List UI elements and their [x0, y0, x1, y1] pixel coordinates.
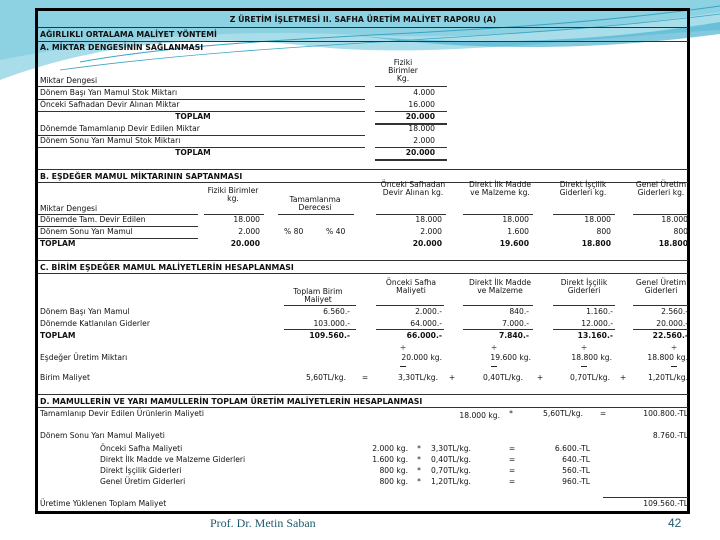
section-c-row-label: Dönem Başı Yarı Mamul [40, 307, 130, 316]
section-c-cell: 20.000.- [656, 319, 688, 328]
fraction-bar [400, 366, 406, 367]
divider [38, 27, 688, 28]
section-b-row-label: Dönem Sonu Yarı Mamul [40, 227, 133, 236]
completed-amount: 100.800.-TL [643, 409, 688, 418]
divider [633, 329, 688, 330]
divide-sign: ÷ [399, 343, 407, 352]
section-c-cell: 64.000.- [410, 319, 442, 328]
divider [278, 214, 354, 215]
unit-cost-cell: 1,20TL/kg. [648, 373, 688, 382]
plus-sign: + [619, 373, 627, 382]
wip-row-rate: 0,70TL/kg. [431, 466, 471, 475]
section-a-col-header: Fiziki Birimler Kg. [388, 58, 418, 83]
total-cost-amount: 109.560.-TL [643, 499, 688, 508]
wip-row-label: Direkt İlk Madde ve Malzeme Giderleri [100, 455, 246, 464]
section-a-row-label: Dönemde Tamamlanıp Devir Edilen Miktar [40, 124, 200, 133]
section-c-header-dilm: Direkt İlk Madde ve Malzeme [468, 278, 532, 295]
wip-row-qty: 2.000 kg. [372, 444, 408, 453]
section-a-row-value: 16.000 [408, 100, 435, 109]
section-b-cell: 18.000 [415, 215, 442, 224]
section-b-header-fiziki: Fiziki Birimler kg. [207, 186, 259, 203]
equiv-cell: 18.800 kg. [647, 353, 688, 362]
section-b-row-label: Dönemde Tam. Devir Edilen [40, 215, 146, 224]
report-title: Z ÜRETİM İŞLETMESİ II. SAFHA ÜRETİM MALİYET RAPORU (A) [229, 15, 497, 24]
section-c-total-cell: 22.560.- [652, 331, 688, 340]
equiv-cell: 19.600 kg. [490, 353, 531, 362]
section-a-total-label: TOPLAM [175, 112, 211, 121]
unit-cost-cell: 0,70TL/kg. [570, 373, 610, 382]
equals-sign: = [508, 455, 516, 464]
multiply-sign: * [417, 444, 421, 453]
completed-qty: 18.000 kg. [459, 411, 500, 420]
wip-row-rate: 1,20TL/kg. [431, 477, 471, 486]
wip-row-qty: 800 kg. [379, 466, 408, 475]
section-b-cell: 800 [596, 227, 611, 236]
divider [38, 41, 688, 42]
section-a-row-value: 18.000 [408, 124, 435, 133]
section-a-heading: A. MİKTAR DENGESİNİN SAĞLANMASI [40, 43, 204, 52]
divide-sign: ÷ [670, 343, 678, 352]
divider [376, 329, 444, 330]
section-b-total-cell: 20.000 [412, 239, 442, 248]
divider [38, 169, 688, 170]
section-a-total-value: 20.000 [405, 148, 435, 157]
divider [375, 159, 447, 161]
section-b-cell: 18.000 [233, 215, 260, 224]
method-title: AĞIRLIKLI ORTALAMA MALİYET YÖNTEMİ [40, 30, 217, 39]
completed-rate: 5,60TL/kg. [543, 409, 583, 418]
section-a-total-value: 20.000 [405, 112, 435, 121]
section-a-total-label: TOPLAM [175, 148, 211, 157]
section-a-row-label: Dönem Sonu Yarı Mamul Stok Miktarı [40, 136, 181, 145]
multiply-sign: * [417, 455, 421, 464]
section-c-cell: 2.000.- [415, 307, 442, 316]
divider [633, 305, 688, 306]
wip-row-amount: 560.-TL [562, 466, 590, 475]
wip-row-label: Direkt İşçilik Giderleri [100, 466, 182, 475]
section-b-header-discilik: Direkt İşçilik Giderleri kg. [559, 180, 607, 197]
section-b-total-cell: 18.800 [658, 239, 688, 248]
section-c-total-cell: 66.000.- [406, 331, 442, 340]
section-b-row-label-header: Miktar Dengesi [40, 204, 98, 213]
section-b-header-onceki: Önceki Safhadan Devir Alınan kg. [380, 180, 446, 197]
divider [38, 394, 688, 395]
section-b-cell: 18.000 [584, 215, 611, 224]
unit-cost-total: 5,60TL/kg. [306, 373, 346, 382]
section-c-total-label: TOPLAM [40, 331, 76, 340]
fraction-bar [581, 366, 587, 367]
divide-sign: ÷ [490, 343, 498, 352]
equiv-production-label: Eşdeğer Üretim Miktarı [40, 353, 128, 362]
divider [284, 329, 356, 330]
divider [463, 305, 533, 306]
section-c-header-gug: Genel Üretim Giderleri [635, 278, 687, 295]
section-b-cell: 800 [673, 227, 688, 236]
section-c-cell: 1.160.- [586, 307, 613, 316]
unit-cost-cell: 3,30TL/kg. [398, 373, 438, 382]
completed-cost-label: Tamamlanıp Devir Edilen Ürünlerin Maliyeti [40, 409, 205, 418]
multiply-sign: * [417, 466, 421, 475]
divider [376, 305, 444, 306]
section-c-cell: 103.000.- [313, 319, 350, 328]
unit-cost-cell: 0,40TL/kg. [483, 373, 523, 382]
equals-sign: = [599, 409, 607, 418]
divider [38, 273, 688, 274]
wip-row-amount: 960.-TL [562, 477, 590, 486]
section-c-heading: C. BİRİM EŞDEĞER MAMUL MALİYETLERİN HESAPLANMASI [40, 263, 294, 272]
section-c-total-cell: 7.840.- [498, 331, 529, 340]
section-c-cell: 7.000.- [502, 319, 529, 328]
section-a-row-value: 4.000 [413, 88, 435, 97]
section-b-cell: 18.000 [502, 215, 529, 224]
section-c-cell: 12.000.- [581, 319, 613, 328]
section-b-cell: 18.000 [661, 215, 688, 224]
section-b-header-gug: Genel Üretim Giderleri kg. [635, 180, 687, 197]
footer-author: Prof. Dr. Metin Saban [210, 516, 316, 530]
equals-sign: = [508, 477, 516, 486]
section-c-header-onceki: Önceki Safha Maliyeti [385, 278, 437, 295]
section-b-cell: % 80 [284, 227, 304, 236]
page-number: 42 [668, 516, 682, 530]
divider [375, 86, 447, 87]
equals-sign: = [508, 466, 516, 475]
section-b-heading: B. EŞDEĞER MAMUL MİKTARININ SAPTANMASI [40, 172, 243, 181]
section-c-header-discilik: Direkt İşçilik Giderleri [560, 278, 608, 295]
section-b-cell: 1.600 [507, 227, 529, 236]
wip-row-qty: 800 kg. [379, 477, 408, 486]
wip-row-rate: 3,30TL/kg. [431, 444, 471, 453]
section-c-cell: 840.- [509, 307, 529, 316]
section-b-header-tamamlanma: Tamamlanma Derecesi [289, 195, 341, 212]
equiv-cell: 20.000 kg. [401, 353, 442, 362]
fraction-bar [491, 366, 497, 367]
plus-sign: + [536, 373, 544, 382]
section-c-header-toplam: Toplam Birim Maliyet [293, 287, 343, 304]
section-a-row-label: Önceki Safhadan Devir Alınan Miktar [40, 100, 180, 109]
multiply-sign: * [417, 477, 421, 486]
divider [603, 497, 688, 498]
section-c-total-cell: 13.160.- [577, 331, 613, 340]
wip-cost-label: Dönem Sonu Yarı Mamul Maliyeti [40, 431, 165, 440]
divide-sign: ÷ [580, 343, 588, 352]
section-a-row-label-header: Miktar Dengesi [40, 76, 98, 85]
total-cost-label: Üretime Yüklenen Toplam Maliyet [40, 499, 167, 508]
section-c-total-cell: 109.560.- [309, 331, 350, 340]
equals-sign: = [361, 373, 369, 382]
wip-amount: 8.760.-TL [652, 431, 688, 440]
section-b-total-cell: 20.000 [230, 239, 260, 248]
section-b-header-dilm: Direkt İlk Madde ve Malzeme kg. [468, 180, 532, 197]
divider [38, 86, 365, 87]
divider [553, 329, 615, 330]
plus-sign: + [448, 373, 456, 382]
wip-row-qty: 1.600 kg. [372, 455, 408, 464]
wip-row-label: Genel Üretim Giderleri [100, 477, 186, 486]
section-b-total-label: TOPLAM [40, 239, 76, 248]
section-a-row-label: Dönem Başı Yarı Mamul Stok Miktarı [40, 88, 178, 97]
section-b-cell: 2.000 [420, 227, 442, 236]
equiv-cell: 18.800 kg. [571, 353, 612, 362]
wip-row-rate: 0,40TL/kg. [431, 455, 471, 464]
section-b-total-cell: 19.600 [499, 239, 529, 248]
section-b-cell: 2.000 [238, 227, 260, 236]
divider [284, 305, 356, 306]
divider [463, 329, 533, 330]
cost-report-sheet [35, 8, 690, 514]
section-b-cell: % 40 [326, 227, 346, 236]
section-b-total-cell: 18.800 [581, 239, 611, 248]
divider [38, 260, 688, 261]
section-c-cell: 6.560.- [323, 307, 350, 316]
wip-row-label: Önceki Safha Maliyeti [100, 444, 183, 453]
section-c-cell: 2.560.- [661, 307, 688, 316]
divider [38, 407, 688, 408]
fraction-bar [671, 366, 677, 367]
section-c-row-label: Dönemde Katlanılan Giderler [40, 319, 150, 328]
wip-row-amount: 640.-TL [562, 455, 590, 464]
divider [553, 305, 615, 306]
wip-row-amount: 6.600.-TL [554, 444, 590, 453]
multiply-sign: * [509, 409, 513, 418]
unit-cost-label: Birim Maliyet [40, 373, 90, 382]
equals-sign: = [508, 444, 516, 453]
section-a-row-value: 2.000 [413, 136, 435, 145]
section-d-heading: D. MAMULLERİN VE YARI MAMULLERİN TOPLAM ÜRETİM MALİYETLERİN HESAPLANMASI [40, 397, 423, 406]
